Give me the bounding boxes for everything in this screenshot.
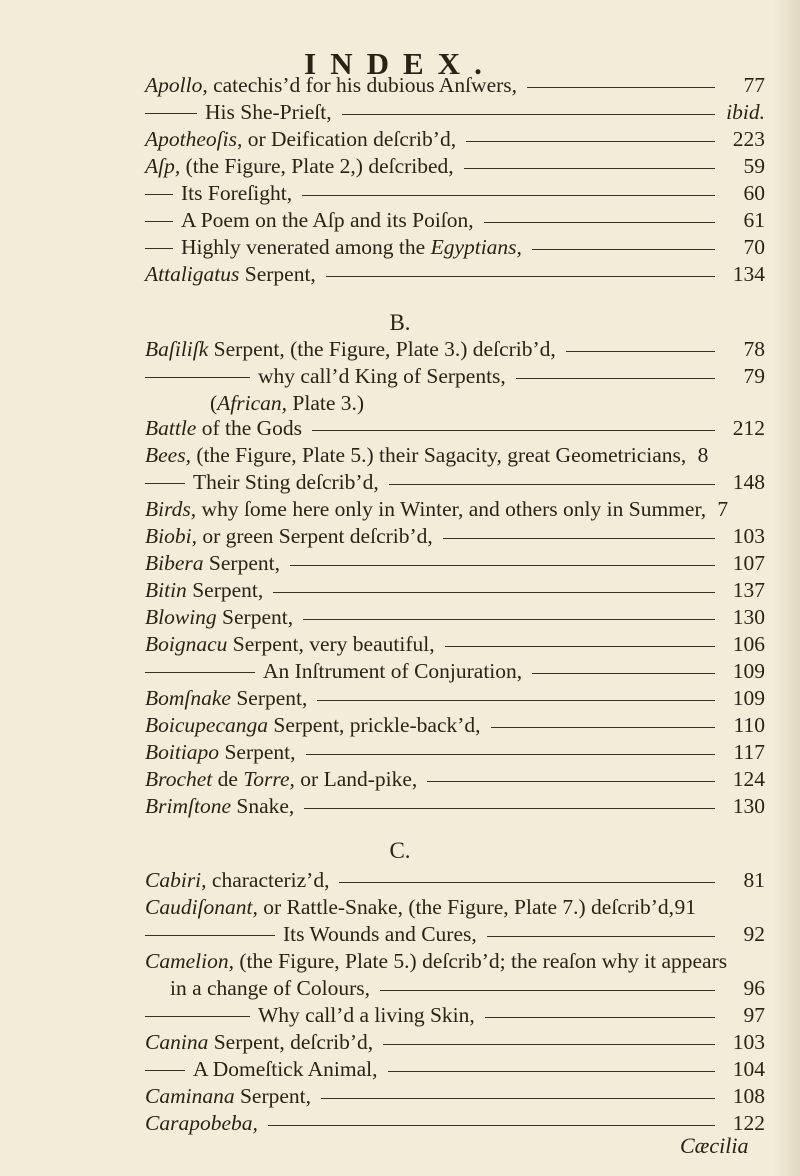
page-title: INDEX. (304, 46, 496, 81)
entry-continuation: (African, Plate 3.) (210, 391, 365, 415)
index-entry: Boicupecanga Serpent, prickle-back’d, 110 (145, 713, 765, 737)
page-edge-shadow (772, 0, 800, 1176)
catchword: Cæcilia (680, 1133, 749, 1158)
index-entry: Highly venerated among the Egyptians, 70 (145, 232, 765, 262)
index-entry: Bomſnake Serpent, 109 (145, 686, 765, 710)
index-entry: Brochet de Torre, or Land-pike, 124 (145, 767, 765, 791)
index-entry: Their Sting deſcrib’d, 148 (145, 467, 765, 497)
index-entry: Carapobeba, 122 (145, 1111, 765, 1135)
index-entry: why call’d King of Serpents, 79 (145, 361, 765, 391)
index-entry: Its Foreſight, 60 (145, 178, 765, 208)
index-entry: Brimſtone Snake, 130 (145, 794, 765, 818)
index-entry: Canina Serpent, deſcrib’d, 103 (145, 1030, 765, 1054)
index-entry: His She-Prieſt, ibid. (145, 97, 765, 127)
index-entry: Bibera Serpent, 107 (145, 551, 765, 575)
index-entry: Birds, why ſome here only in Winter, and others only in Summer, 7 (145, 497, 729, 521)
index-entry: Its Wounds and Cures, 92 (145, 919, 765, 949)
index-entry: A Poem on the Aſp and its Poiſon, 61 (145, 205, 765, 235)
section-letter-b: B. (389, 310, 411, 335)
index-entry: Why call’d a living Skin, 97 (145, 1000, 765, 1030)
index-entry: Bees, (the Figure, Plate 5.) their Sagacity, great Geometricians, 8 (145, 443, 709, 467)
index-entry: Caminana Serpent, 108 (145, 1084, 765, 1108)
index-entry: Boignacu Serpent, very beautiful, 106 (145, 632, 765, 656)
index-entry: Aſp, (the Figure, Plate 2,) deſcribed, 59 (145, 154, 765, 178)
index-entry: Caudiſonant, or Rattle-Snake, (the Figure, Plate 7.) deſcrib’d, 91 (145, 895, 697, 919)
index-entry: Apotheoſis, or Deification deſcrib’d, 223 (145, 127, 765, 151)
index-entry: Cabiri, characteriz’d, 81 (145, 868, 765, 892)
index-entry: Boitiapo Serpent, 117 (145, 740, 765, 764)
index-entry: in a change of Colours, 96 (170, 976, 765, 1000)
index-entry: An Inſtrument of Conjuration, 109 (145, 656, 765, 686)
index-entry: Apollo, catechis’d for his dubious Anſwers, 77 (145, 73, 765, 97)
index-entry: Battle of the Gods 212 (145, 416, 765, 440)
index-entry: Baſiliſk Serpent, (the Figure, Plate 3.) deſcrib’d, 78 (145, 337, 765, 361)
index-entry: Blowing Serpent, 130 (145, 605, 765, 629)
index-entry: Camelion, (the Figure, Plate 5.) deſcrib’d; the reaſon why it appears (145, 949, 728, 973)
index-entry: A Domeſtick Animal, 104 (145, 1054, 765, 1084)
section-letter-c: C. (389, 838, 411, 863)
index-entry: Attaligatus Serpent, 134 (145, 262, 765, 286)
index-entry: Biobi, or green Serpent deſcrib’d, 103 (145, 524, 765, 548)
index-entry: Bitin Serpent, 137 (145, 578, 765, 602)
